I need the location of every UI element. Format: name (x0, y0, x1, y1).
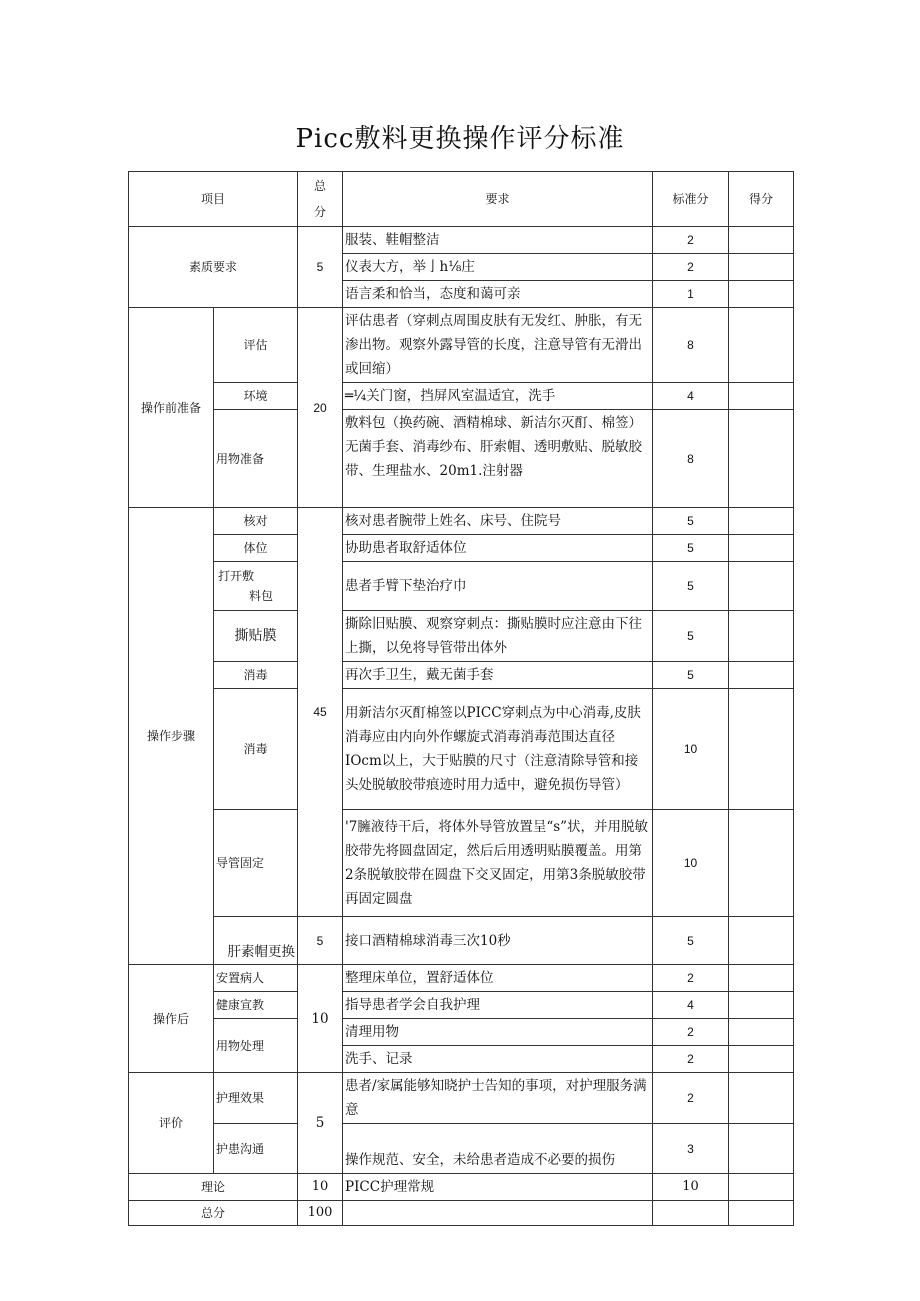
score-entry-cell[interactable] (729, 410, 794, 508)
sub-item-name: 导管固定 (214, 810, 298, 917)
standard-score-cell: 4 (653, 383, 729, 410)
section-total: 5 (298, 917, 343, 965)
standard-score-cell: 2 (653, 1019, 729, 1046)
table-row (129, 1073, 794, 1124)
section-total: 45 (298, 508, 343, 917)
sub-item-name: 健康宣教 (214, 992, 298, 1019)
score-entry-cell[interactable] (729, 1073, 794, 1124)
score-entry-cell[interactable] (729, 508, 794, 535)
section-total: 5 (298, 1073, 343, 1174)
section-name: 操作前准备 (129, 308, 214, 508)
score-entry-cell[interactable] (729, 689, 794, 810)
empty-cell (343, 1201, 653, 1226)
standard-score-cell: 3 (653, 1124, 729, 1174)
section-name: 操作步骤 (129, 508, 214, 965)
standard-score-cell: 2 (653, 965, 729, 992)
table-row (129, 810, 794, 917)
table-header-row (129, 172, 794, 227)
requirement-cell: 服装、鞋帽整洁 (343, 227, 653, 254)
table-row (129, 1124, 794, 1174)
header-obtained-score: 得分 (729, 172, 794, 227)
sub-item-name: 用物处理 (214, 1019, 298, 1073)
requirement-cell: 患者/家属能够知晓护士告知的事项，对护理服务满意 (343, 1073, 653, 1124)
score-entry-cell[interactable] (729, 227, 794, 254)
sub-item-name: 撕贴膜 (214, 611, 298, 662)
score-entry-cell[interactable] (729, 662, 794, 689)
score-entry-cell[interactable] (729, 383, 794, 410)
standard-score-cell: 2 (653, 227, 729, 254)
score-entry-cell[interactable] (729, 254, 794, 281)
requirement-cell: 协助患者取舒适体位 (343, 535, 653, 562)
sub-item-name: 用物准备 (214, 410, 298, 508)
section-total: 10 (298, 965, 343, 1073)
standard-score-cell: 5 (653, 662, 729, 689)
score-entry-cell[interactable] (729, 1174, 794, 1201)
standard-score-cell: 8 (653, 308, 729, 383)
section-total: 20 (298, 308, 343, 508)
score-entry-cell[interactable] (729, 308, 794, 383)
scoring-table (128, 171, 794, 1226)
header-item: 项目 (129, 172, 298, 227)
section-total: 10 (298, 1174, 343, 1201)
score-entry-cell[interactable] (729, 535, 794, 562)
table-row (129, 992, 794, 1019)
standard-score-cell: 2 (653, 1073, 729, 1124)
requirement-cell: 核对患者腕带上姓名、床号、住院号 (343, 508, 653, 535)
sub-item-name-line1: 打开敷 (218, 569, 255, 583)
standard-score-cell: 1 (653, 281, 729, 308)
table-row (129, 383, 794, 410)
standard-score-cell: 2 (653, 254, 729, 281)
score-entry-cell[interactable] (729, 611, 794, 662)
standard-score-cell: 5 (653, 508, 729, 535)
standard-score-cell: 10 (653, 689, 729, 810)
standard-score-cell: 5 (653, 917, 729, 965)
standard-score-cell: 4 (653, 992, 729, 1019)
table-row (129, 611, 794, 662)
score-entry-cell[interactable] (729, 917, 794, 965)
standard-score-cell: 5 (653, 535, 729, 562)
section-total: 5 (298, 227, 343, 308)
score-entry-cell[interactable] (729, 1201, 794, 1226)
requirement-cell: PICC护理常规 (343, 1174, 653, 1201)
requirement-cell: 仪表大方，举亅h⅛庄 (343, 254, 653, 281)
table-row (129, 508, 794, 535)
sub-item-name: 护患沟通 (214, 1124, 298, 1174)
requirement-cell: ═¼关门窗，挡屏风室温适宜，洗手 (343, 383, 653, 410)
requirement-cell: 语言柔和恰当，态度和蔼可亲 (343, 281, 653, 308)
sub-item-name (214, 562, 298, 611)
requirement-cell: 用新洁尔灭酊棉签以PICC穿刺点为中心消毒,皮肤消毒应由内向外作螺旋式消毒消毒范围达直径IOcm以上，大于贴膜的尺寸（注意清除导管和接头处脱敏胶带痕迹时用力适中，避免损伤导管） (343, 689, 653, 810)
standard-score-cell: 10 (653, 810, 729, 917)
requirement-cell: 评估患者（穿刺点周围皮肤有无发红、肿胀，有无渗出物。观察外露导管的长度，注意导管有无滑出或回缩） (343, 308, 653, 383)
requirement-cell: 接口酒精棉球消毒三次10秒 (343, 917, 653, 965)
score-entry-cell[interactable] (729, 1124, 794, 1174)
requirement-cell: 再次手卫生，戴无菌手套 (343, 662, 653, 689)
table-row (129, 562, 794, 611)
score-entry-cell[interactable] (729, 281, 794, 308)
score-entry-cell[interactable] (729, 1046, 794, 1073)
requirement-cell: 清理用物 (343, 1019, 653, 1046)
table-row (129, 662, 794, 689)
table-row (129, 917, 794, 965)
empty-cell (653, 1201, 729, 1226)
standard-score-cell: 5 (653, 562, 729, 611)
section-name: 操作后 (129, 965, 214, 1073)
sub-item-name: 护理效果 (214, 1073, 298, 1124)
section-name: 素质要求 (129, 227, 298, 308)
score-entry-cell[interactable] (729, 1019, 794, 1046)
requirement-cell: 患者手臂下垫治疗巾 (343, 562, 653, 611)
requirement-cell: 撕除旧贴膜、观察穿刺点：撕贴膜时应注意由下往上撕，以免将导管带出体外 (343, 611, 653, 662)
sub-item-name: 消毒 (214, 662, 298, 689)
requirement-cell: 整理床单位，置舒适体位 (343, 965, 653, 992)
requirement-cell: 洗手、记录 (343, 1046, 653, 1073)
sub-item-name: 消毒 (214, 689, 298, 810)
grand-total: 100 (298, 1201, 343, 1226)
score-entry-cell[interactable] (729, 965, 794, 992)
score-entry-cell[interactable] (729, 992, 794, 1019)
page-title: Picc敷料更换操作评分标准 (295, 124, 625, 154)
sub-item-name: 肝素帽更换 (214, 917, 298, 965)
standard-score-cell: 8 (653, 410, 729, 508)
standard-score-cell: 10 (653, 1174, 729, 1201)
sub-item-name-line2: 料包 (249, 589, 274, 603)
table-row (129, 1174, 794, 1201)
table-row (129, 689, 794, 810)
header-requirement: 要求 (343, 172, 653, 227)
table-row (129, 1201, 794, 1226)
table-row (129, 410, 794, 508)
score-entry-cell[interactable] (729, 810, 794, 917)
requirement-cell: 操作规范、安全，未给患者造成不必要的损伤 (343, 1124, 653, 1174)
sub-item-name: 体位 (214, 535, 298, 562)
standard-score-cell: 5 (653, 611, 729, 662)
sub-item-name: 安置病人 (214, 965, 298, 992)
score-entry-cell[interactable] (729, 562, 794, 611)
requirement-cell: 指导患者学会自我护理 (343, 992, 653, 1019)
total-label: 总分 (129, 1201, 298, 1226)
sub-item-name: 核对 (214, 508, 298, 535)
table-row (129, 535, 794, 562)
table-row (129, 227, 794, 254)
sub-item-name: 评估 (214, 308, 298, 383)
sub-item-name: 环境 (214, 383, 298, 410)
table-row (129, 965, 794, 992)
header-standard-score: 标准分 (653, 172, 729, 227)
table-row (129, 1019, 794, 1046)
requirement-cell: '7臃液待干后，将体外导管放置呈“s”状，并用脱敏胶带先将圆盘固定，然后后用透明贴膜覆盖。用第2条脱敏胶带在圆盘下交叉固定，用第3条脱敏胶带再固定圆盘 (343, 810, 653, 917)
section-name: 评价 (129, 1073, 214, 1174)
table-row (129, 308, 794, 383)
standard-score-cell: 2 (653, 1046, 729, 1073)
section-name: 理论 (129, 1174, 298, 1201)
header-total: 总 分 (298, 172, 343, 227)
requirement-cell: 敷料包（换药碗、酒精棉球、新洁尔灭酊、棉签）无菌手套、消毒纱布、肝索帽、透明敷贴、脱敏胶带、生理盐水、20m1.注射器 (343, 410, 653, 508)
